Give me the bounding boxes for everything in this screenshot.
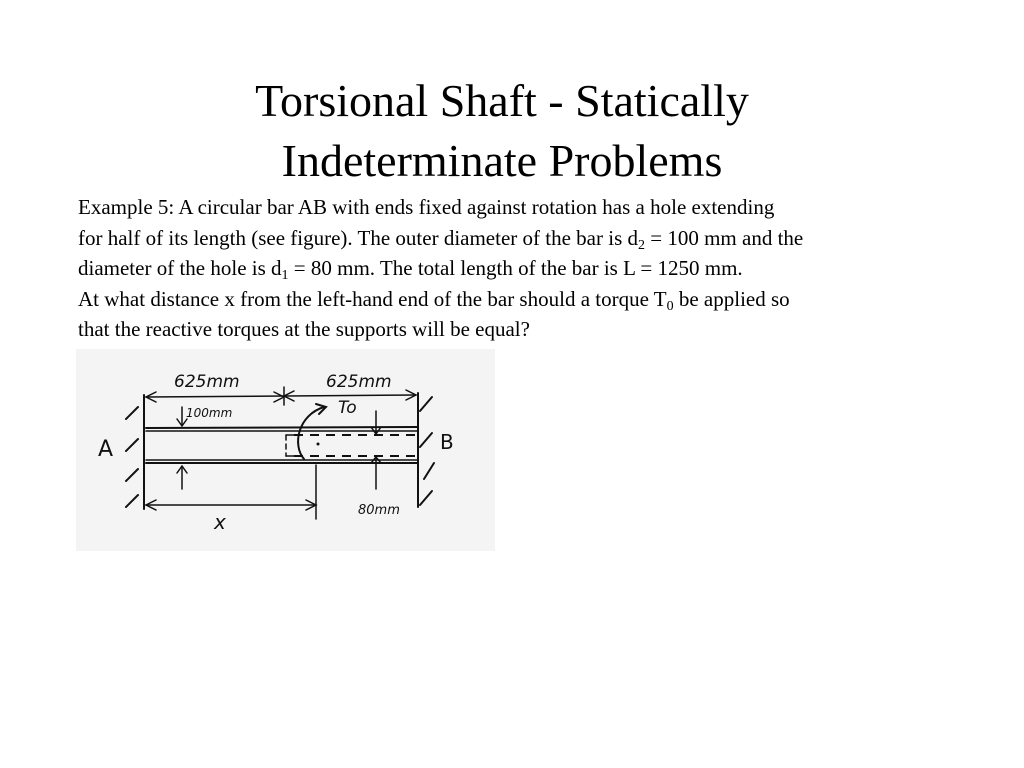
problem-line-5: that the reactive torques at the supports will be equal? xyxy=(78,317,530,341)
problem-line-4-text-b: be applied so xyxy=(673,286,790,311)
problem-line-2-text-b: = 100 mm and the xyxy=(645,225,804,250)
problem-line-3-text-a: diameter of the hole is d xyxy=(78,256,282,280)
slide-title-line-2: Indeterminate Problems xyxy=(281,134,723,186)
dim-label-right-625mm: 625mm xyxy=(326,372,392,392)
dim-label-100mm: 100mm xyxy=(186,406,233,420)
problem-line-2-text-a: for half of its length (see figure). The outer diameter of the bar is d xyxy=(78,225,638,250)
problem-line-2 xyxy=(78,223,978,254)
problem-statement xyxy=(78,192,978,345)
dim-label-left-625mm: 625mm xyxy=(174,372,240,392)
support-label-a: A xyxy=(98,437,114,462)
shaft-figure-photo xyxy=(76,349,495,551)
support-label-b: B xyxy=(440,430,454,454)
support-b-hatch xyxy=(420,397,434,505)
torque-arrow xyxy=(298,407,324,459)
slide-title xyxy=(0,71,1004,191)
shaft-top-edge xyxy=(146,427,418,428)
problem-line-3 xyxy=(78,253,978,284)
shaft-figure-drawing xyxy=(76,349,495,551)
problem-line-3-text-b: = 80 mm. The total length of the bar is L = 1250 mm. xyxy=(288,256,743,280)
dim-label-80mm: 80mm xyxy=(358,503,400,518)
shaft-hole-dashed xyxy=(286,435,418,456)
problem-line-4-text-a: At what distance x from the left-hand end of the bar should a torque T xyxy=(78,286,667,311)
slide-title-line-1: Torsional Shaft - Statically xyxy=(255,74,749,126)
problem-line-3-subscript: 1 xyxy=(281,268,289,283)
problem-line-2-subscript: 2 xyxy=(638,237,645,253)
dim-label-x: x xyxy=(214,510,226,534)
problem-line-4 xyxy=(78,284,978,315)
support-a-hatch xyxy=(126,407,138,507)
problem-line-1: Example 5: A circular bar AB with ends fixed against rotation has a hole extending xyxy=(78,195,775,219)
problem-line-4-subscript: 0 xyxy=(666,298,674,314)
torque-label-t0: To xyxy=(338,398,357,418)
